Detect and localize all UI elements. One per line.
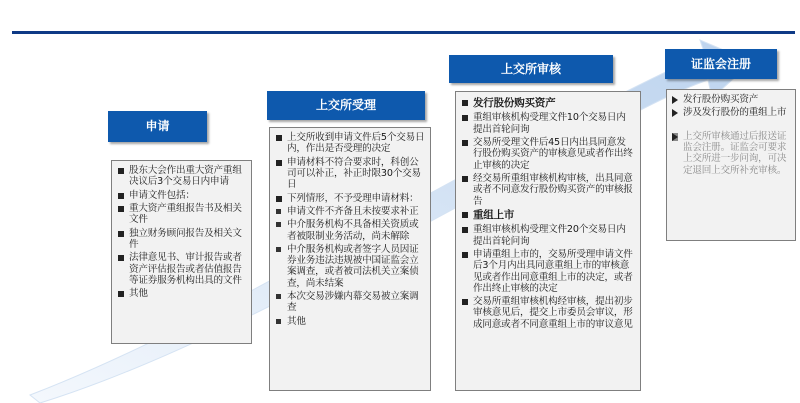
list-item: 其他 <box>275 316 425 327</box>
stage-review-box <box>455 91 641 391</box>
stage-apply-header: 申请 <box>108 111 207 142</box>
list-item: 申请重组上市的，交易所受理申请文件后3个月内出具同意重组上市的审核意见或者作出同意重组上市的决定，或者作出终止审核的决定 <box>461 249 635 294</box>
list-item: 发行股份购买资产 <box>671 94 791 105</box>
stage-register-box <box>666 89 796 241</box>
list-item: 独立财务顾问报告及相关文件 <box>117 228 245 251</box>
list-item: 涉及发行股份的重组上市 <box>671 107 791 118</box>
group-heading-restructure-listing: 重组上市 <box>461 209 635 221</box>
list-item: 重组审核机构受理文件20个交易日内提出首轮问询 <box>461 224 635 247</box>
list-item: 交易所受理文件后45日内出具同意发行股份购买资产的审核意见或者作出终止审核的决定 <box>461 137 635 171</box>
list-item: 申请材料不符合要求时，科创公司可以补正，补正时限30个交易日 <box>275 157 425 191</box>
list-item: 重大资产重组报告书及相关文件 <box>117 203 245 226</box>
list-item: 法律意见书、审计报告或者资产评估报告或者估值报告等证券服务机构出具的文件 <box>117 252 245 286</box>
list-item: 股东大会作出重大资产重组决议后3个交易日内申请 <box>117 165 245 188</box>
stage-accept-box <box>269 127 431 391</box>
group-heading-asset-purchase: 发行股份购买资产 <box>461 97 635 109</box>
list-item: 重组审核机构受理文件10个交易日内提出首轮问询 <box>461 112 635 135</box>
list-item: 中介服务机构不具备相关资质或者被限制业务活动，尚未解除 <box>275 219 425 242</box>
stage-apply-box <box>111 160 252 344</box>
list-item: 下列情形，不予受理申请材料： <box>275 193 425 204</box>
list-item: 申请文件包括： <box>117 190 245 201</box>
note-item: 上交所审核通过后报送证监会注册。证监会可要求上交所进一步问询，可决定退回上交所补充审核。 <box>671 131 791 176</box>
stage-register-header: 证监会注册 <box>665 49 777 79</box>
list-item: 中介服务机构或者签字人员因证券业务违法违规被中国证监会立案调查，或者被司法机关立案侦查，尚未结案 <box>275 244 425 289</box>
stage-review-header: 上交所审核 <box>449 55 613 83</box>
list-item: 经交易所重组审核机构审核，出具同意或者不同意发行股份购买资产的审核报告 <box>461 173 635 207</box>
list-item: 其他 <box>117 288 245 299</box>
list-item: 申请文件不齐备且未按要求补正 <box>275 206 425 217</box>
list-item: 交易所重组审核机构经审核，提出初步审核意见后，提交上市委员会审议，形成同意或者不同意重组上市的审议意见 <box>461 296 635 330</box>
list-item: 本次交易涉嫌内幕交易被立案调查 <box>275 291 425 314</box>
list-item: 上交所收到申请文件后5个交易日内，作出是否受理的决定 <box>275 132 425 155</box>
stage-accept-header: 上交所受理 <box>267 91 425 120</box>
